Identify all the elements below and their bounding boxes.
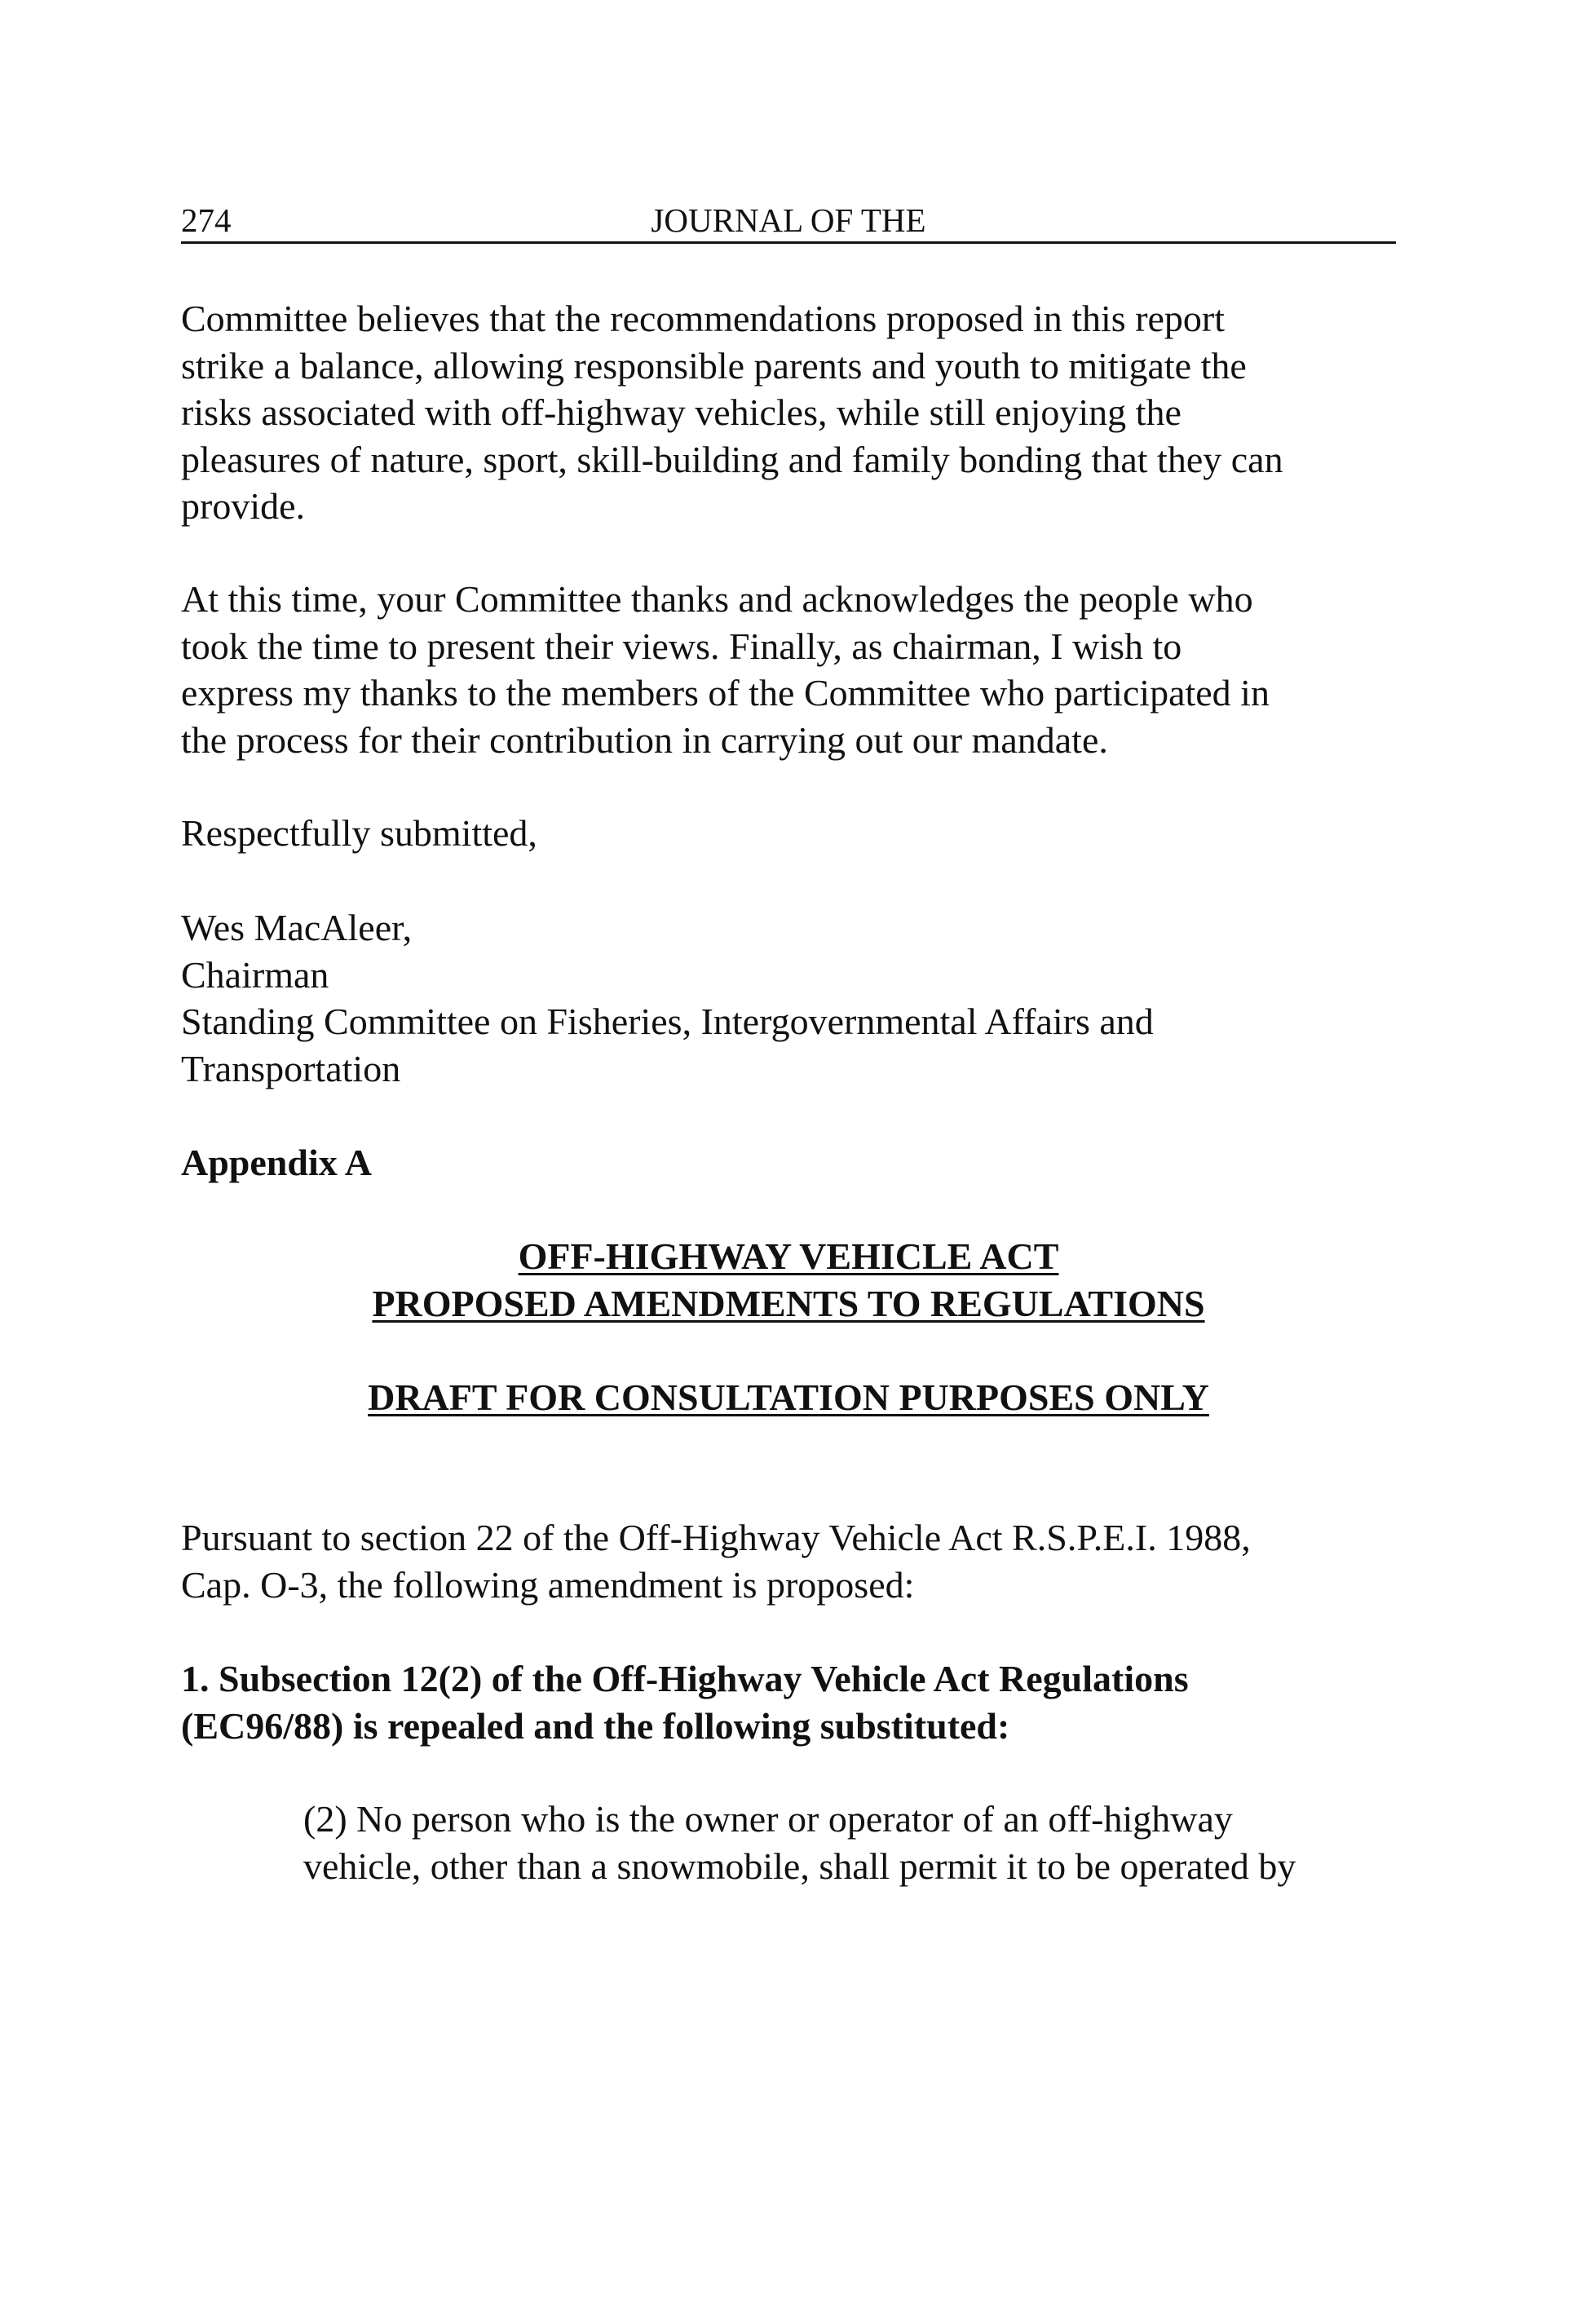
- text-line: took the time to present their views. Finally, as chairman, I wish to: [181, 625, 1182, 667]
- draft-notice: [181, 1374, 1396, 1421]
- text-line: Pursuant to section 22 of the Off-Highway Vehicle Act R.S.P.E.I. 1988,: [181, 1517, 1251, 1558]
- page-number: 274: [181, 201, 232, 239]
- subsection-2-text: [303, 1796, 1404, 1889]
- appendix-heading: [181, 1139, 1404, 1186]
- paragraph-acknowledgements: [181, 576, 1404, 763]
- signatory-title: Chairman: [181, 953, 329, 996]
- title-line: PROPOSED AMENDMENTS TO REGULATIONS: [372, 1282, 1205, 1324]
- text-line: pleasures of nature, sport, skill-building and family bonding that they can: [181, 438, 1283, 480]
- text-line: Committee believes that the recommendations proposed in this report: [181, 298, 1226, 339]
- signature-block: [181, 904, 1404, 1092]
- draft-notice-text: DRAFT FOR CONSULTATION PURPOSES ONLY: [368, 1376, 1209, 1418]
- paragraph-pursuant: [181, 1514, 1404, 1608]
- text-line: Respectfully submitted,: [181, 812, 537, 854]
- closing-line: [181, 810, 1404, 857]
- text-line: Cap. O-3, the following amendment is proposed:: [181, 1563, 915, 1606]
- section-1-heading: [181, 1655, 1404, 1749]
- signatory-name: Wes MacAleer,: [181, 907, 413, 948]
- text-line: express my thanks to the members of the Committee who participated in: [181, 672, 1270, 714]
- text-line: the process for their contribution in carrying out our mandate.: [181, 718, 1108, 761]
- text-line: 1. Subsection 12(2) of the Off-Highway Vehicle Act Regulations: [181, 1658, 1189, 1699]
- page-header: [181, 199, 1396, 244]
- text-line: (2) No person who is the owner or operator of an off-highway: [303, 1798, 1233, 1840]
- appendix-title: [181, 1233, 1396, 1327]
- text-line: (EC96/88) is repealed and the following substituted:: [181, 1704, 1010, 1747]
- running-head: JOURNAL OF THE: [651, 201, 926, 239]
- paragraph-recommendations: [181, 295, 1404, 530]
- text-line: At this time, your Committee thanks and acknowledges the people who: [181, 578, 1253, 620]
- text-line: strike a balance, allowing responsible parents and youth to mitigate the: [181, 344, 1247, 387]
- heading-text: Appendix A: [181, 1142, 372, 1183]
- text-line: provide.: [181, 485, 306, 527]
- committee-name: Transportation: [181, 1047, 401, 1089]
- text-line: vehicle, other than a snowmobile, shall permit it to be operated by: [303, 1845, 1296, 1887]
- committee-name: Standing Committee on Fisheries, Intergovernmental Affairs and: [181, 1001, 1154, 1042]
- title-line: OFF-HIGHWAY VEHICLE ACT: [518, 1235, 1059, 1277]
- text-line: risks associated with off-highway vehicles, while still enjoying the: [181, 391, 1181, 433]
